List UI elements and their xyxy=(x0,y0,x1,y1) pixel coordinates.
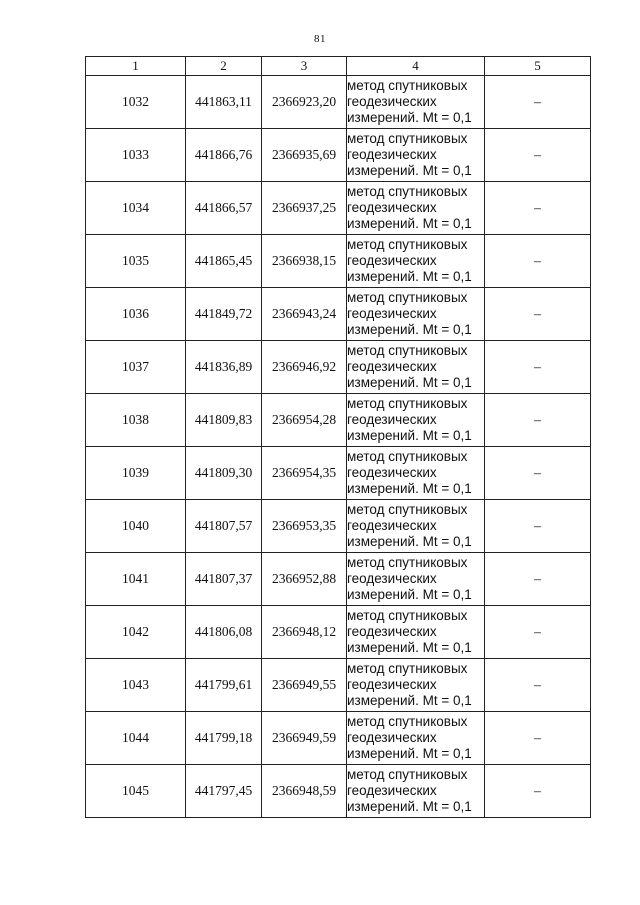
method-description xyxy=(347,129,485,182)
table-row xyxy=(86,553,591,606)
table-row xyxy=(86,659,591,712)
method-line: измерений. Mt = 0,1 xyxy=(347,534,472,549)
point-number: 1045 xyxy=(86,765,186,818)
column-header: 3 xyxy=(262,57,347,76)
table-row xyxy=(86,447,591,500)
method-line: геодезических xyxy=(347,783,437,798)
method-line: метод спутниковых xyxy=(347,290,468,305)
note-cell: – xyxy=(485,606,591,659)
point-number: 1037 xyxy=(86,341,186,394)
method-line: геодезических xyxy=(347,730,437,745)
y-coordinate: 2366949,55 xyxy=(262,659,347,712)
x-coordinate: 441797,45 xyxy=(186,765,262,818)
method-description xyxy=(347,765,485,818)
method-description xyxy=(347,659,485,712)
method-line: геодезических xyxy=(347,147,437,162)
method-line: геодезических xyxy=(347,518,437,533)
note-cell: – xyxy=(485,235,591,288)
x-coordinate: 441865,45 xyxy=(186,235,262,288)
table-row xyxy=(86,765,591,818)
method-line: измерений. Mt = 0,1 xyxy=(347,640,472,655)
x-coordinate: 441836,89 xyxy=(186,341,262,394)
table-row xyxy=(86,129,591,182)
method-line: метод спутниковых xyxy=(347,661,468,676)
method-line: геодезических xyxy=(347,677,437,692)
method-line: метод спутниковых xyxy=(347,131,468,146)
method-line: измерений. Mt = 0,1 xyxy=(347,746,472,761)
y-coordinate: 2366938,15 xyxy=(262,235,347,288)
method-line: измерений. Mt = 0,1 xyxy=(347,693,472,708)
x-coordinate: 441807,37 xyxy=(186,553,262,606)
method-line: метод спутниковых xyxy=(347,449,468,464)
table-row xyxy=(86,182,591,235)
method-description xyxy=(347,606,485,659)
x-coordinate: 441807,57 xyxy=(186,500,262,553)
note-cell: – xyxy=(485,129,591,182)
y-coordinate: 2366948,12 xyxy=(262,606,347,659)
y-coordinate: 2366948,59 xyxy=(262,765,347,818)
point-number: 1039 xyxy=(86,447,186,500)
method-line: измерений. Mt = 0,1 xyxy=(347,322,472,337)
method-line: измерений. Mt = 0,1 xyxy=(347,375,472,390)
method-line: метод спутниковых xyxy=(347,396,468,411)
note-cell: – xyxy=(485,447,591,500)
point-number: 1043 xyxy=(86,659,186,712)
table-row xyxy=(86,76,591,129)
point-number: 1035 xyxy=(86,235,186,288)
method-description xyxy=(347,182,485,235)
y-coordinate: 2366937,25 xyxy=(262,182,347,235)
note-cell: – xyxy=(485,500,591,553)
page-number: 81 xyxy=(314,33,326,45)
column-header: 1 xyxy=(86,57,186,76)
x-coordinate: 441849,72 xyxy=(186,288,262,341)
note-cell: – xyxy=(485,765,591,818)
method-line: метод спутниковых xyxy=(347,184,468,199)
method-line: измерений. Mt = 0,1 xyxy=(347,428,472,443)
method-description xyxy=(347,500,485,553)
note-cell: – xyxy=(485,76,591,129)
column-header: 4 xyxy=(347,57,485,76)
note-cell: – xyxy=(485,182,591,235)
method-line: метод спутниковых xyxy=(347,502,468,517)
method-line: геодезических xyxy=(347,412,437,427)
header-row xyxy=(86,57,591,76)
method-line: метод спутниковых xyxy=(347,343,468,358)
point-number: 1032 xyxy=(86,76,186,129)
method-description xyxy=(347,235,485,288)
note-cell: – xyxy=(485,553,591,606)
table-row xyxy=(86,235,591,288)
method-line: геодезических xyxy=(347,465,437,480)
note-cell: – xyxy=(485,712,591,765)
note-cell: – xyxy=(485,341,591,394)
method-line: метод спутниковых xyxy=(347,555,468,570)
table-row xyxy=(86,712,591,765)
method-line: измерений. Mt = 0,1 xyxy=(347,163,472,178)
x-coordinate: 441866,57 xyxy=(186,182,262,235)
x-coordinate: 441799,18 xyxy=(186,712,262,765)
x-coordinate: 441809,83 xyxy=(186,394,262,447)
method-line: метод спутниковых xyxy=(347,714,468,729)
y-coordinate: 2366953,35 xyxy=(262,500,347,553)
method-line: метод спутниковых xyxy=(347,767,468,782)
point-number: 1034 xyxy=(86,182,186,235)
method-line: метод спутниковых xyxy=(347,608,468,623)
table-row xyxy=(86,606,591,659)
point-number: 1041 xyxy=(86,553,186,606)
method-line: измерений. Mt = 0,1 xyxy=(347,269,472,284)
method-line: измерений. Mt = 0,1 xyxy=(347,587,472,602)
point-number: 1044 xyxy=(86,712,186,765)
method-line: измерений. Mt = 0,1 xyxy=(347,481,472,496)
y-coordinate: 2366935,69 xyxy=(262,129,347,182)
table-row xyxy=(86,288,591,341)
method-description xyxy=(347,341,485,394)
method-description xyxy=(347,288,485,341)
method-line: измерений. Mt = 0,1 xyxy=(347,799,472,814)
method-line: геодезических xyxy=(347,253,437,268)
table-row xyxy=(86,341,591,394)
method-line: геодезических xyxy=(347,306,437,321)
method-description xyxy=(347,712,485,765)
table-row xyxy=(86,500,591,553)
y-coordinate: 2366954,28 xyxy=(262,394,347,447)
method-line: метод спутниковых xyxy=(347,237,468,252)
y-coordinate: 2366952,88 xyxy=(262,553,347,606)
method-line: геодезических xyxy=(347,359,437,374)
y-coordinate: 2366954,35 xyxy=(262,447,347,500)
column-header: 5 xyxy=(485,57,591,76)
method-description xyxy=(347,447,485,500)
table-body xyxy=(86,76,591,818)
point-number: 1033 xyxy=(86,129,186,182)
method-line: геодезических xyxy=(347,624,437,639)
point-number: 1042 xyxy=(86,606,186,659)
method-description xyxy=(347,76,485,129)
method-line: геодезических xyxy=(347,571,437,586)
x-coordinate: 441866,76 xyxy=(186,129,262,182)
method-line: геодезических xyxy=(347,94,437,109)
y-coordinate: 2366946,92 xyxy=(262,341,347,394)
method-description xyxy=(347,394,485,447)
note-cell: – xyxy=(485,659,591,712)
method-line: измерений. Mt = 0,1 xyxy=(347,216,472,231)
point-number: 1036 xyxy=(86,288,186,341)
method-description xyxy=(347,553,485,606)
point-number: 1040 xyxy=(86,500,186,553)
point-number: 1038 xyxy=(86,394,186,447)
x-coordinate: 441806,08 xyxy=(186,606,262,659)
x-coordinate: 441863,11 xyxy=(186,76,262,129)
y-coordinate: 2366923,20 xyxy=(262,76,347,129)
note-cell: – xyxy=(485,394,591,447)
note-cell: – xyxy=(485,288,591,341)
table-row xyxy=(86,394,591,447)
method-line: измерений. Mt = 0,1 xyxy=(347,110,472,125)
y-coordinate: 2366949,59 xyxy=(262,712,347,765)
x-coordinate: 441799,61 xyxy=(186,659,262,712)
x-coordinate: 441809,30 xyxy=(186,447,262,500)
y-coordinate: 2366943,24 xyxy=(262,288,347,341)
column-header: 2 xyxy=(186,57,262,76)
coordinates-table xyxy=(85,56,591,818)
method-line: метод спутниковых xyxy=(347,78,468,93)
method-line: геодезических xyxy=(347,200,437,215)
